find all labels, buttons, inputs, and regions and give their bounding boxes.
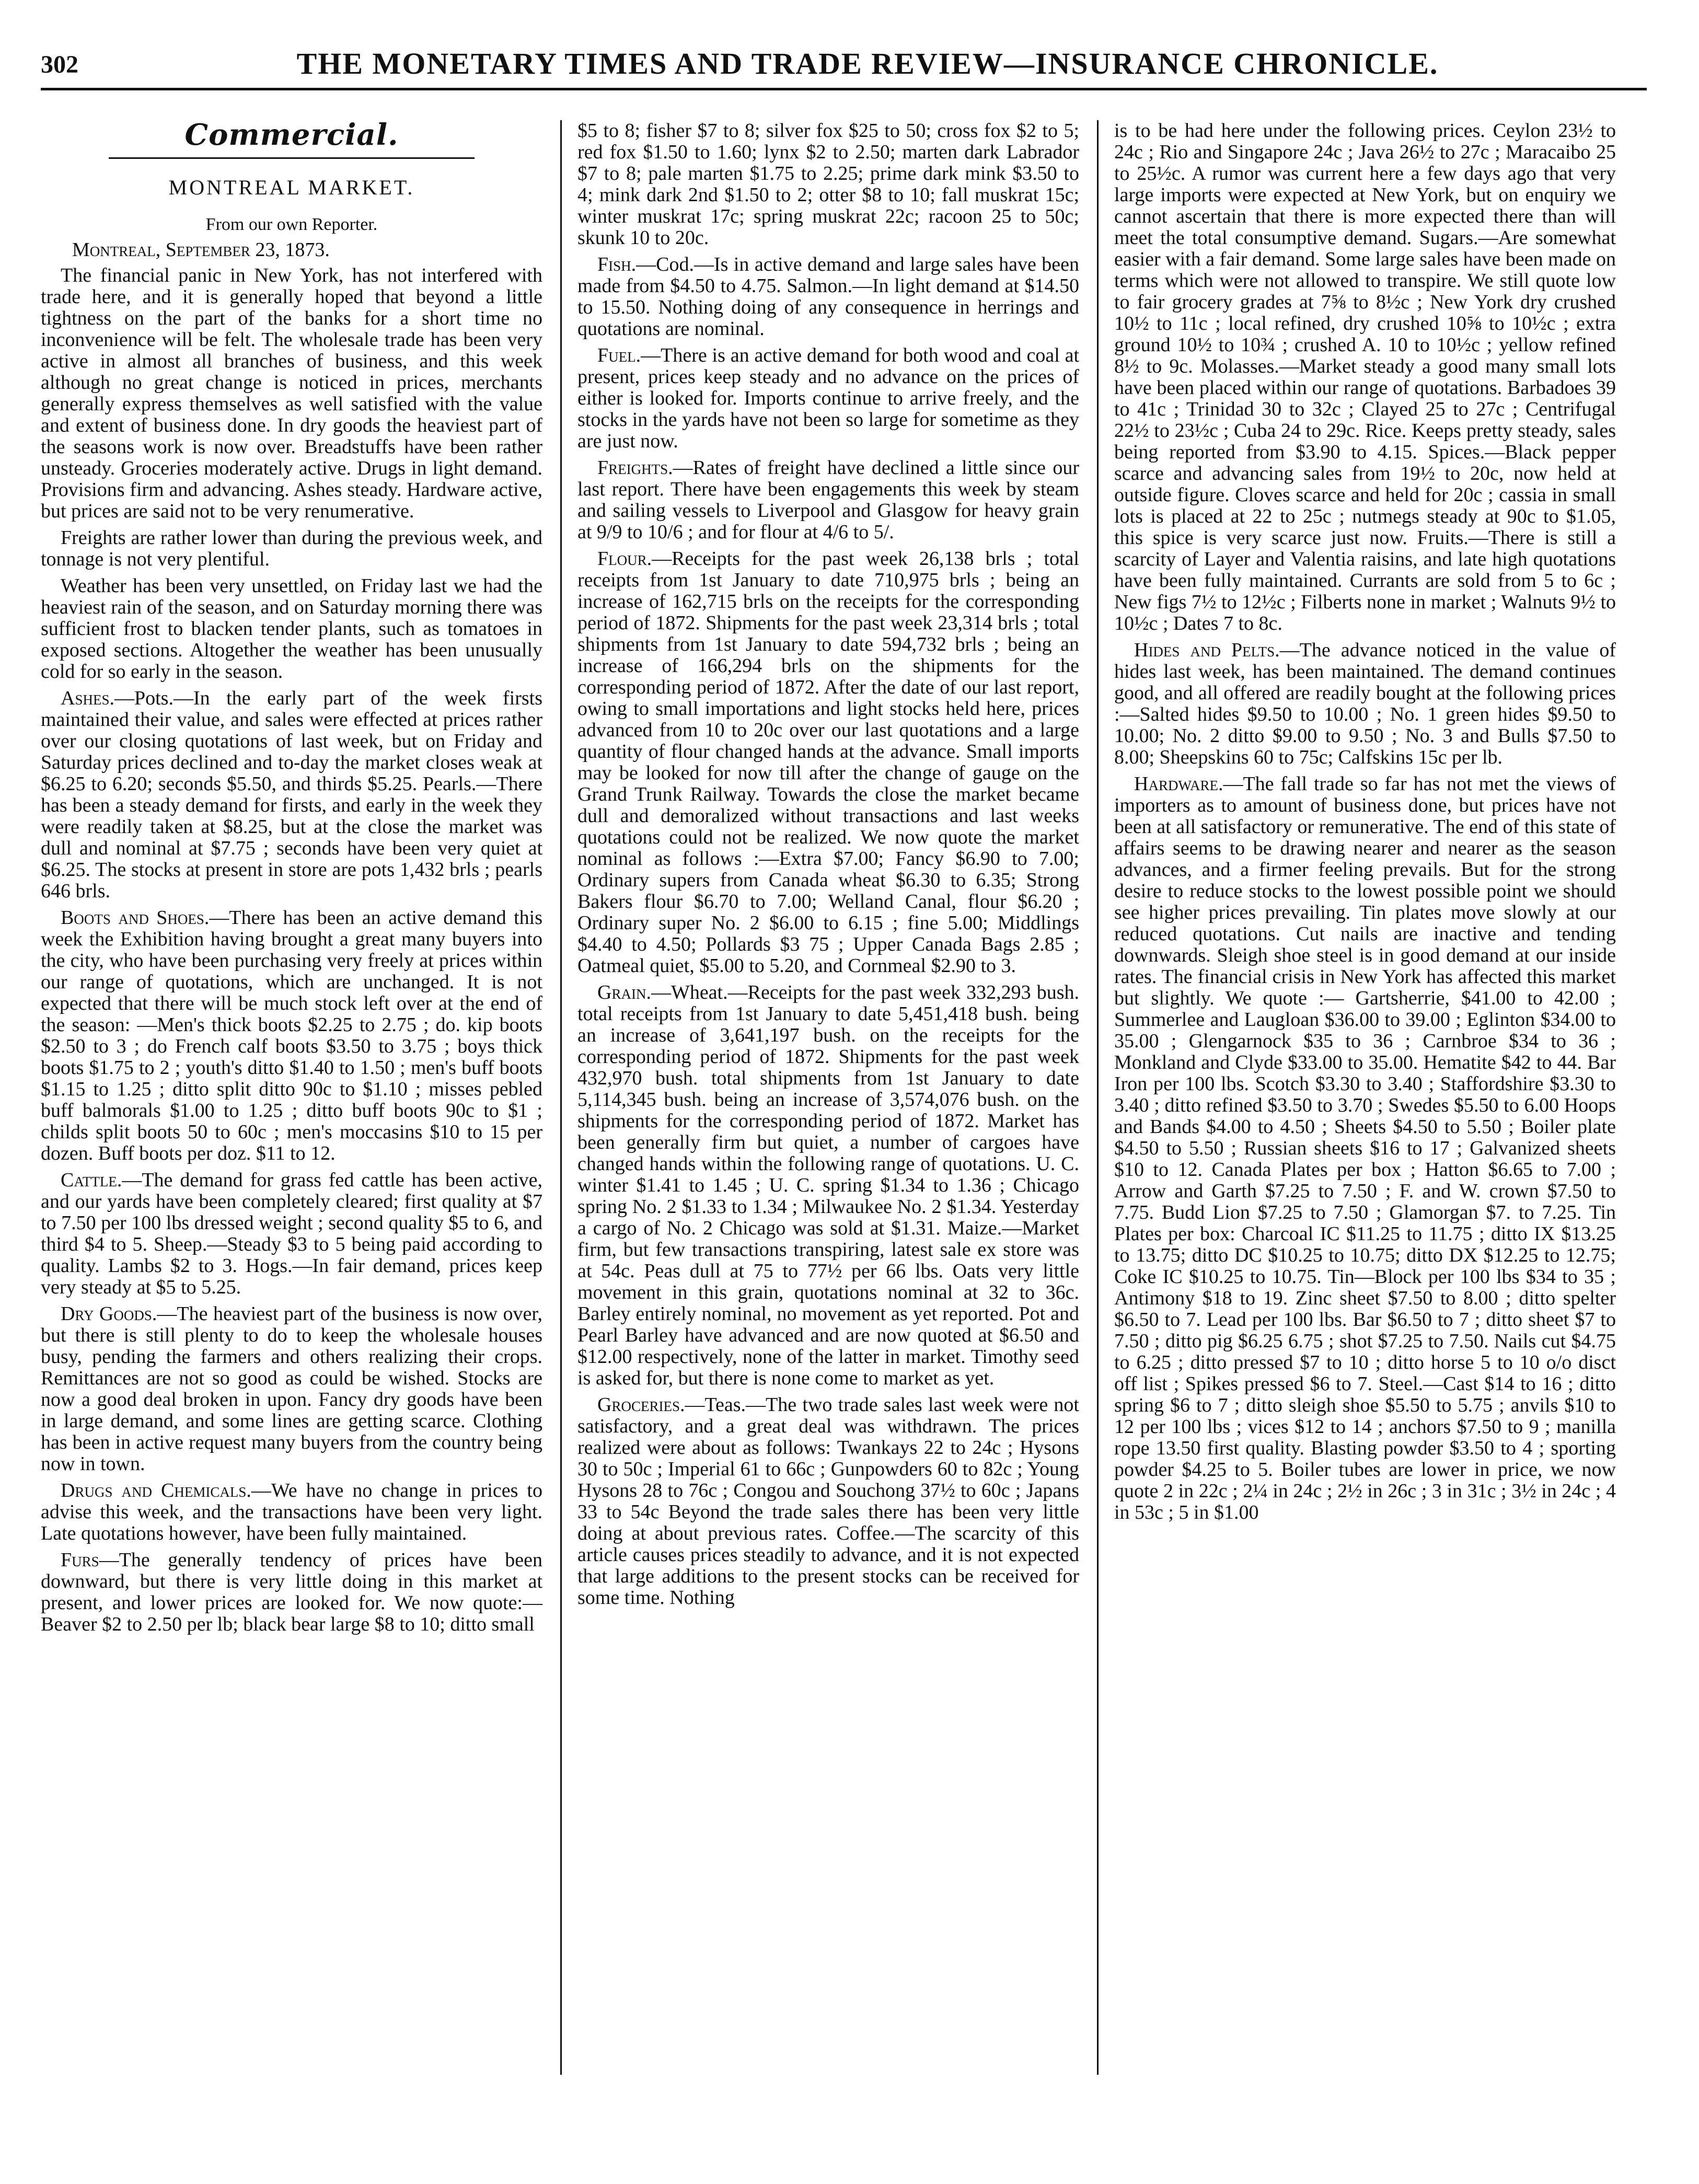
paragraph-lead: Cattle. — [61, 1169, 122, 1191]
paragraph-text: —The generally tendency of prices have been downward, but there is very little doing in this market at present, and lower prices are looked for. We now quote:—Beaver $2 to 2.50 per lb; black bear large $8 to 10; ditto small — [41, 1549, 542, 1635]
paragraph-text: $5 to 8; fisher $7 to 8; silver fox $25 to 50; cross fox $2 to 5; red fox $1.50 to 1.60; lynx $2 to 2.50; marten dark Labrador $7 to 8; pale marten $1.75 to 2.25; prime dark mink $3.50 to 4; mink dark 2nd $1.50 to 2; otter $8 to 10; fall muskrat 15c; winter muskrat 17c; spring muskrat 22c; racoon 25 to 50c; skunk 10 to 20c. — [577, 120, 1079, 249]
page-number: 302 — [41, 51, 78, 78]
paragraph-lead: Boots and Shoes. — [61, 907, 210, 929]
paragraph-text: —Pots.—In the early part of the week firsts maintained their value, and sales were effected at prices rather over our closing quotations of last week, but on Friday and Saturday prices declined and to-day the market closes weak at $6.25 to 6.20; seconds $5.50, and thirds $5.25. Pearls.—There has been a steady demand for firsts, and early in the week they were readily taken at $8.25, but at the close the market was dull and nominal at $7.75 ; seconds have been very quiet at $6.25. The stocks at present in store are pots 1,432 brls ; pearls 646 brls. — [41, 687, 542, 902]
paragraph-text: —Receipts for the past week 26,138 brls ; total receipts from 1st January to date 710,975 brls ; being an increase of 162,715 brls on the receipts for the corresponding period of 1872. Shipments for the past week 23,314 brls ; total shipments from 1st January to date 594,732 brls ; being an increase of 166,294 brls on the shipments for the corresponding period of 1872. After the date of our last report, owing to small importations and light stocks held here, prices advanced from 10 to 20c over our last quotations and a large quantity of flour changed hands at the advance. Small imports may be looked for now till after the change of gauge on the Grand Trunk Railway. Towards the close the market became dull and demoralized without transactions and last weeks quotations could not be realized. We now quote the market nominal as follows :—Extra $7.00; Fancy $6.90 to 7.00; Ordinary supers from Canada wheat $6.30 to 6.35; Strong Bakers flour $6.70 to 7.00; Welland Canal, flour $6.20 ; Ordinary super No. 2 $6.00 to 6.15 ; fine 5.00; Middlings $4.40 to 4.50; Pollards $3 75 ; Upper Canada Bags 2.85 ; Oatmeal quiet, $5.00 to 5.20, and Cornmeal $2.90 to 3. — [577, 548, 1079, 977]
article-paragraph — [41, 688, 542, 902]
article-paragraph — [41, 1550, 542, 1635]
paragraph-lead: Hides and Pelts. — [1134, 639, 1280, 661]
paragraph-text: —Cod.—Is in active demand and large sales have been made from $4.50 to 4.75. Salmon.—In light demand at $14.50 to 15.50. Nothing doing of any consequence in herrings and quotations are nominal. — [577, 253, 1079, 340]
article-paragraph — [41, 1480, 542, 1544]
paragraph-lead: Dry Goods. — [61, 1303, 157, 1325]
column-3 — [1114, 120, 1616, 1529]
paragraph-text: —Teas.—The two trade sales last week were not satisfactory, and a great deal was withdrawn. The prices realized were about as follows: Twankays 22 to 24c ; Hysons 30 to 50c ; Imperial 61 to 66c ; Gunpowders 60 to 82c ; Young Hysons 28 to 76c ; Congou and Souchong 37½ to 60c ; Japans 33 to 54c Beyond the trade sales there has been very little doing at about previous rates. Coffee.—The scarcity of this article causes prices steadily to advance, and it is not expected that large additions to the present stocks can be received for some time. Nothing — [577, 1394, 1079, 1609]
paragraph-lead: Drugs and Chemicals. — [61, 1480, 251, 1501]
column-1-body — [41, 265, 542, 1635]
paragraph-text: The financial panic in New York, has not interfered with trade here, and it is generally hoped that beyond a little tightness on the part of the banks for a short time no inconvenience will be felt. The wholesale trade has been very active in almost all branches of business, and this week although no great change is noticed in prices, merchants generally express themselves as well satisfied with the value and extent of business done. In dry goods the heaviest part of the seasons work is now over. Breadstuffs have been rather unsteady. Groceries moderately active. Drugs in light demand. Provisions firm and advancing. Ashes steady. Hardware active, but prices are said not to be very renumerative. — [41, 264, 542, 522]
article-paragraph — [577, 254, 1079, 340]
dateline: Montreal, September 23, 1873. — [72, 239, 330, 261]
article-paragraph — [577, 345, 1079, 452]
article-paragraph — [1114, 773, 1616, 1523]
article-paragraph — [577, 1394, 1079, 1609]
paragraph-text: Freights are rather lower than during the previous week, and tonnage is not very plentiful. — [41, 527, 542, 570]
article-paragraph — [577, 457, 1079, 543]
article-paragraph — [1114, 640, 1616, 768]
paragraph-lead: Fish. — [597, 253, 637, 275]
column-2-body — [577, 120, 1079, 1609]
article-paragraph — [41, 1170, 542, 1298]
article-paragraph — [41, 907, 542, 1164]
paragraph-lead: Furs — [61, 1549, 99, 1571]
paragraph-text: —The fall trade so far has not met the views of importers as to amount of business done, but prices have not been at all satisfactory or remunerative. The end of this state of affairs seems to be drawing nearer and nearer as the season advances, and a firmer feeling prevails. But for the strong desire to reduce stocks to the lowest possible point we should see higher prices prevailing. Tin plates move slowly at our reduced quotations. Cut nails are inactive and tending downwards. Sleigh shoe steel is in good demand at our inside rates. The financial crisis in New York has affected this market but slightly. We quote :— Gartsherrie, $41.00 to 42.00 ; Summerlee and Laugloan $36.00 to 39.00 ; Eglinton $34.00 to 35.00 ; Glengarnock $35 to 36 ; Carnbroe $34 to 36 ; Monkland and Clyde $33.00 to 35.00. Hematite $42 to 44. Bar Iron per 100 lbs. Scotch $3.30 to 3.40 ; Staffordshire $3.30 to 3.40 ; ditto refined $3.50 to 3.70 ; Swedes $5.50 to 6.00 Hoops and Bands $4.00 to 4.50 ; Sheets $4.50 to 5.50 ; Boiler plate $4.50 to 5.50 ; Russian sheets $16 to 17 ; Galvanized sheets $10 to 12. Canada Plates per box ; Hatton $6.65 to 7.00 ; Arrow and Garth $7.25 to 7.50 ; F. and W. crown $7.50 to 7.75. Budd Lion $7.25 to 7.50 ; Glamorgan $7. to 7.25. Tin Plates per box: Charcoal IC $11.25 to 11.75 ; ditto IX $13.25 to 13.75; ditto DC $10.25 to 10.75; ditto DX $12.25 to 12.75; Coke IC $10.25 to 10.75. Tin—Block per 100 lbs $34 to 35 ; Antimony $18 to 19. Zinc sheet $7.50 to 8.00 ; ditto spelter $6.50 to 7. Lead per 100 lbs. Bar $6.50 to 7 ; ditto sheet $7 to 7.50 ; ditto pig $6.25 6.75 ; shot $7.25 to 7.50. Nails cut $4.75 to 6.25 ; ditto pressed $7 to 10 ; ditto horse 5 to 10 o/o disct off list ; Spikes pressed $6 to 7. Steel.—Cast $14 to 16 ; ditto spring $6 to 7 ; ditto sleigh shoe $5.50 to 5.75 ; anvils $10 to 12 per 100 lbs ; vices $12 to 14 ; anchors $7.50 to 9 ; manilla rope 13.50 first quality. Blasting powder $3.50 to 4 ; sporting powder $4.25 to 5. Boiler tubes are lower in price, we now quote 2 in 22c ; 2¼ in 24c ; 2½ in 26c ; 3 in 31c ; 3½ in 24c ; 4 in 53c ; 5 in $1.00 — [1114, 773, 1616, 1523]
paragraph-text: —The advance noticed in the value of hides last week, has been maintained. The demand continues good, and all offered are readily bought at the following prices :—Salted hides $9.50 to 10.00 ; No. 1 green hides $9.50 to 10.00; No. 2 ditto $9.00 to 9.50 ; No. 3 and Bulls $7.50 to 8.00; Sheepskins 60 to 75c; Calfskins 15c per lb. — [1114, 639, 1616, 768]
header-rule — [41, 88, 1647, 90]
article-paragraph — [577, 548, 1079, 977]
paragraph-text: —There is an active demand for both wood and coal at present, prices keep steady and no advance on the prices of either is looked for. Imports continue to arrive freely, and the stocks in the yards have not been so large for sometime as they are just now. — [577, 344, 1079, 452]
paragraph-text: —Rates of freight have declined a little since our last report. There have been engagements this week by steam and sailing vessels to Liverpool and Glasgow for heavy grain at 9/9 to 10/6 ; and for flour at 4/6 to 5/. — [577, 457, 1079, 543]
column-1 — [41, 120, 542, 1640]
paragraph-text: —The heaviest part of the business is now over, but there is still plenty to do to keep the wholesale houses busy, pending the farmers and others realizing their crops. Remittances are not so good as could be wished. Stocks are now a good deal broken in upon. Fancy dry goods have been in large demand, and some lines are getting scarce. Clothing has been in active request many buyers from the country being now in town. — [41, 1303, 542, 1475]
article-paragraph — [1114, 120, 1616, 634]
column-3-body — [1114, 120, 1616, 1523]
paragraph-text: Weather has been very unsettled, on Friday last we had the heaviest rain of the season, and on Saturday morning there was sufficient frost to blacken tender plants, such as tomatoes in exposed sections. Altogether the weather has been unusually cold for so early in the season. — [41, 575, 542, 683]
article-paragraph — [577, 982, 1079, 1389]
paragraph-lead: Freights. — [597, 457, 673, 479]
article-paragraph — [41, 1303, 542, 1475]
article-paragraph — [577, 120, 1079, 249]
article-paragraph — [41, 265, 542, 522]
paragraph-lead: Groceries. — [597, 1394, 685, 1416]
article-paragraph — [41, 527, 542, 570]
paragraph-text: —The demand for grass fed cattle has been active, and our yards have been completely cleared; first quality at $7 to 7.50 per 100 lbs dressed weight ; second quality $5 to 6, and third $4 to 5. Sheep.—Steady $3 to 5 being paid according to quality. Lambs $2 to 3. Hogs.—In fair demand, prices keep very steady at $5 to 5.25. — [41, 1169, 542, 1298]
paragraph-lead: Flour. — [597, 548, 652, 570]
column-2 — [577, 120, 1079, 1614]
paragraph-text: is to be had here under the following prices. Ceylon 23½ to 24c ; Rio and Singapore 24c ; Java 26½ to 27c ; Maracaibo 25 to 25½c. A rumor was current here a few days ago that very large imports were expected at New York, but on enquiry we cannot ascertain that there is more expected there than will meet the total consumptive demand. Sugars.—Are somewhat easier with a fair demand. Some large sales have been made on terms which were not allowed to transpire. We still quote low to fair grocery grades at 7⅝ to 8½c ; New York dry crushed 10½ to 11c ; local refined, dry crushed 10⅝ to 10½c ; extra ground 10½ to 10¾ ; crushed A. 10 to 10½c ; yellow refined 8½ to 9c. Molasses.—Market steady a good many small lots have been placed within our range of quotations. Barbadoes 39 to 41c ; Trinidad 30 to 32c ; Clayed 25 to 27c ; Centrifugal 22½ to 23½c ; Cuba 24 to 29c. Rice. Keeps pretty steady, sales being reported from $3.90 to 4.15. Spices.—Black pepper scarce and advancing sales from 19½ to 20c, now held at outside figure. Cloves scarce and held for 20c ; cassia in small lots is placed at 22 to 25c ; nutmegs steady at 90c to $1.05, this spice is very scarce just now. Fruits.—There is still a scarcity of Layer and Valentia raisins, and late high quotations have been fully maintained. Currants are sold from 5 to 6c ; New figs 7½ to 12½c ; Filberts none in market ; Walnuts 9½ to 10½c ; Dates 7 to 8c. — [1114, 120, 1616, 634]
article-subtitle: MONTREAL MARKET. — [168, 176, 415, 199]
paragraph-lead: Fuel. — [597, 344, 641, 366]
running-head: THE MONETARY TIMES AND TRADE REVIEW—INSURANCE CHRONICLE. — [296, 47, 1439, 80]
section-title: Commercial. — [184, 118, 399, 152]
byline: From our own Reporter. — [205, 215, 378, 234]
paragraph-text: —There has been an active demand this week the Exhibition having brought a great many buyers into the city, who have been purchasing very freely at prices within our range of quotations, which are unchanged. It is not expected that there will be much stock left over at the end of the season: —Men's thick boots $2.25 to 2.75 ; do. kip boots $2.50 to 3 ; do French calf boots $3.50 to 3.75 ; boys thick boots $1.75 to 2 ; youth's ditto $1.40 to 1.50 ; men's buff boots $1.15 to 1.25 ; ditto split ditto 90c to $1.10 ; misses pebled buff balmorals $1.00 to 1.25 ; ditto buff boots 90c to $1 ; childs split boots 50 to 60c ; men's moccasins $10 to 15 per dozen. Buff boots per doz. $11 to 12. — [41, 907, 542, 1164]
paragraph-text: —We have no change in prices to advise this week, and the transactions have been very light. Late quotations however, have been fully maintained. — [41, 1480, 542, 1544]
paragraph-lead: Grain. — [597, 981, 651, 1003]
article-columns — [41, 120, 1647, 2106]
paragraph-lead: Ashes. — [61, 687, 114, 709]
paragraph-text: —Wheat.—Receipts for the past week 332,293 bush. total receipts from 1st January to date 5,451,418 bush. being an increase of 3,641,197 bush. on the receipts for the corresponding period of 1872. Shipments for the past week 432,970 bush. total shipments from 1st January to date 5,114,345 bush. being an increase of 3,574,076 bush. on the shipments for the corresponding period of 1872. Market has been generally firm but quiet, a number of cargoes have changed hands within the following range of quotations. U. C. winter $1.41 to 1.45 ; U. C. spring $1.34 to 1.36 ; Chicago spring No. 2 $1.33 to 1.34 ; Milwaukee No. 2 $1.34. Yesterday a cargo of No. 2 Chicago was sold at $1.31. Maize.—Market firm, but few transactions transpiring, latest sale ex store was at 54c. Peas dull at 75 to 77½ per 66 lbs. Oats very little movement in this grain, quotations nominal at 32 to 36c. Barley entirely nominal, no movement as yet reported. Pot and Pearl Barley have advanced and are now quoted at $6.50 and $12.00 respectively, none of the latter in market. Timothy seed is asked for, but there is none come to market as yet. — [577, 981, 1079, 1389]
article-paragraph — [41, 575, 542, 683]
paragraph-lead: Hardware. — [1134, 773, 1223, 795]
title-rule — [109, 157, 475, 159]
